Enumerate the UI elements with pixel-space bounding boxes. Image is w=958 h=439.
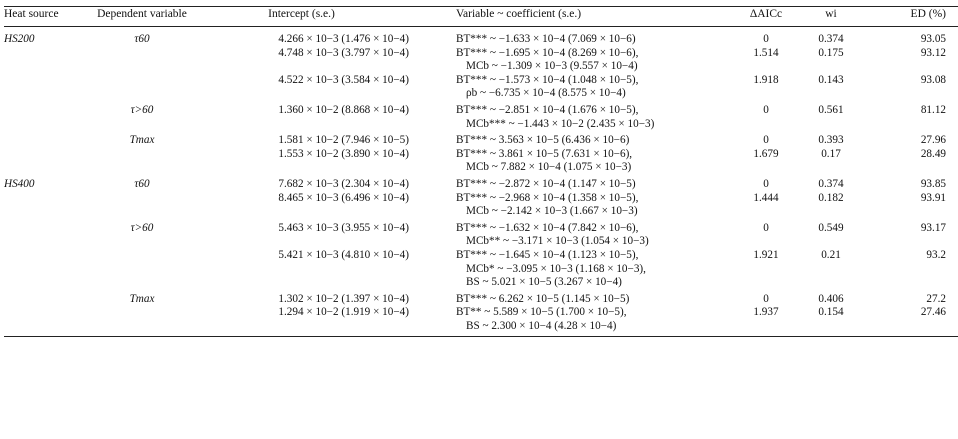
cell-heat-source xyxy=(4,148,86,175)
cell-variable-coefficient xyxy=(445,148,736,175)
cell-variable-coefficient xyxy=(445,131,736,148)
cell-wi xyxy=(796,131,866,148)
variable-term: BT*** ~ −1.632 × 10−4 (7.842 × 10−6), xyxy=(456,221,639,234)
cell-intercept xyxy=(198,219,445,249)
variable-term: MCb ~ −2.142 × 10−3 (1.667 × 10−3) xyxy=(466,205,638,218)
cell-heat-source xyxy=(4,290,86,307)
cell-wi xyxy=(796,306,866,337)
cell-wi-text: 0.393 xyxy=(818,134,844,147)
cell-wi-text: 0.154 xyxy=(818,306,844,319)
variable-term: MCb*** ~ −1.443 × 10−2 (2.435 × 10−3) xyxy=(466,117,655,130)
cell-variable-coefficient xyxy=(445,192,736,219)
header-variable-coefficient: Variable ~ coefficient (s.e.) xyxy=(456,8,582,20)
cell-ed xyxy=(866,192,958,219)
cell-heat-source xyxy=(4,131,86,148)
cell-intercept-text: 4.266 × 10−3 (1.476 × 10−4) xyxy=(278,33,409,45)
table-row xyxy=(4,74,958,101)
cell-dependent-variable xyxy=(86,219,198,249)
cell-wi xyxy=(796,290,866,307)
cell-dependent-variable xyxy=(86,148,198,175)
cell-ed xyxy=(866,249,958,290)
cell-variable-coefficient xyxy=(445,27,736,47)
cell-delta-aicc-text: 0 xyxy=(763,134,769,147)
cell-intercept-text: 1.294 × 10−2 (1.919 × 10−4) xyxy=(278,306,409,319)
cell-delta-aicc-text: 1.918 xyxy=(753,73,779,86)
header-row xyxy=(4,7,958,27)
cell-delta-aicc xyxy=(736,148,796,175)
cell-delta-aicc-text: 0 xyxy=(763,33,769,45)
cell-dependent-variable xyxy=(86,306,198,337)
table-header xyxy=(4,7,958,27)
cell-delta-aicc xyxy=(736,219,796,249)
variable-term: MCb* ~ −3.095 × 10−3 (1.168 × 10−3), xyxy=(466,262,646,275)
cell-dependent-variable-text: τ>60 xyxy=(130,221,154,234)
cell-wi xyxy=(796,148,866,175)
cell-dependent-variable xyxy=(86,47,198,74)
cell-intercept xyxy=(198,148,445,175)
cell-wi xyxy=(796,27,866,47)
cell-heat-source xyxy=(4,101,86,131)
cell-delta-aicc-text: 0 xyxy=(763,221,769,234)
table-row xyxy=(4,27,958,47)
variable-term: BS ~ 5.021 × 10−5 (3.267 × 10−4) xyxy=(466,276,622,289)
table-row xyxy=(4,249,958,290)
cell-ed-text: 93.05 xyxy=(920,33,946,45)
cell-delta-aicc-text: 1.937 xyxy=(753,306,779,319)
cell-variable-coefficient xyxy=(445,74,736,101)
cell-dependent-variable-text: τ>60 xyxy=(130,103,154,116)
cell-delta-aicc xyxy=(736,27,796,47)
cell-dependent-variable-text: τ60 xyxy=(134,33,150,45)
cell-delta-aicc-text: 1.679 xyxy=(753,147,779,160)
variable-term: BT*** ~ −2.851 × 10−4 (1.676 × 10−5), xyxy=(456,103,639,116)
cell-intercept-text: 7.682 × 10−3 (2.304 × 10−4) xyxy=(278,177,409,190)
cell-intercept xyxy=(198,192,445,219)
cell-wi-text: 0.561 xyxy=(818,103,844,116)
cell-intercept xyxy=(198,47,445,74)
cell-wi xyxy=(796,192,866,219)
variable-term: BT** ~ 5.589 × 10−5 (1.700 × 10−5), xyxy=(456,306,627,319)
cell-ed-text: 28.49 xyxy=(920,147,946,160)
cell-delta-aicc xyxy=(736,101,796,131)
results-table-container xyxy=(4,6,946,337)
cell-dependent-variable xyxy=(86,131,198,148)
header-ed: ED (%) xyxy=(910,8,946,20)
cell-delta-aicc xyxy=(736,249,796,290)
cell-intercept xyxy=(198,27,445,47)
table-row xyxy=(4,290,958,307)
cell-ed xyxy=(866,131,958,148)
cell-ed xyxy=(866,101,958,131)
cell-delta-aicc xyxy=(736,175,796,192)
variable-term: BT*** ~ 6.262 × 10−5 (1.145 × 10−5) xyxy=(456,292,630,305)
cell-intercept xyxy=(198,101,445,131)
table-row xyxy=(4,306,958,337)
variable-term: BT*** ~ 3.563 × 10−5 (6.436 × 10−6) xyxy=(456,134,630,147)
cell-intercept-text: 5.421 × 10−3 (4.810 × 10−4) xyxy=(278,248,409,261)
cell-dependent-variable xyxy=(86,290,198,307)
cell-wi xyxy=(796,74,866,101)
cell-wi xyxy=(796,101,866,131)
table-row xyxy=(4,101,958,131)
cell-variable-coefficient xyxy=(445,175,736,192)
cell-delta-aicc-text: 1.514 xyxy=(753,46,779,59)
cell-wi xyxy=(796,219,866,249)
cell-ed-text: 27.96 xyxy=(920,134,946,147)
table-body xyxy=(4,27,958,337)
cell-wi-text: 0.549 xyxy=(818,221,844,234)
model-selection-table xyxy=(4,6,958,337)
header-dependent-variable: Dependent variable xyxy=(97,8,187,20)
cell-delta-aicc xyxy=(736,74,796,101)
cell-heat-source xyxy=(4,74,86,101)
cell-ed xyxy=(866,175,958,192)
cell-ed xyxy=(866,219,958,249)
cell-heat-source xyxy=(4,219,86,249)
cell-dependent-variable-text: Tmax xyxy=(129,292,155,305)
cell-heat-source-text: HS400 xyxy=(4,177,35,190)
cell-variable-coefficient xyxy=(445,47,736,74)
cell-wi-text: 0.17 xyxy=(821,147,841,160)
cell-dependent-variable xyxy=(86,192,198,219)
cell-dependent-variable xyxy=(86,249,198,290)
cell-delta-aicc xyxy=(736,192,796,219)
table-row xyxy=(4,47,958,74)
cell-wi xyxy=(796,249,866,290)
cell-dependent-variable-text: τ60 xyxy=(134,177,150,190)
cell-intercept-text: 1.360 × 10−2 (8.868 × 10−4) xyxy=(278,103,409,116)
cell-heat-source xyxy=(4,175,86,192)
table-row xyxy=(4,175,958,192)
variable-term: BT*** ~ −1.695 × 10−4 (8.269 × 10−6), xyxy=(456,46,639,59)
cell-ed-text: 93.2 xyxy=(926,248,946,261)
cell-intercept xyxy=(198,306,445,337)
cell-intercept-text: 1.553 × 10−2 (3.890 × 10−4) xyxy=(278,147,409,160)
cell-delta-aicc-text: 1.921 xyxy=(753,248,779,261)
cell-variable-coefficient xyxy=(445,219,736,249)
cell-delta-aicc xyxy=(736,47,796,74)
cell-dependent-variable xyxy=(86,175,198,192)
cell-intercept-text: 4.522 × 10−3 (3.584 × 10−4) xyxy=(278,73,409,86)
cell-heat-source xyxy=(4,27,86,47)
table-row xyxy=(4,192,958,219)
table-row xyxy=(4,219,958,249)
cell-heat-source xyxy=(4,192,86,219)
cell-ed xyxy=(866,47,958,74)
cell-ed xyxy=(866,290,958,307)
cell-intercept xyxy=(198,131,445,148)
cell-wi-text: 0.406 xyxy=(818,292,844,305)
header-heat-source: Heat source xyxy=(4,8,59,20)
cell-intercept-text: 4.748 × 10−3 (3.797 × 10−4) xyxy=(278,46,409,59)
cell-dependent-variable xyxy=(86,74,198,101)
cell-wi-text: 0.374 xyxy=(818,177,844,190)
cell-delta-aicc-text: 0 xyxy=(763,292,769,305)
cell-intercept-text: 1.302 × 10−2 (1.397 × 10−4) xyxy=(278,292,409,305)
cell-intercept xyxy=(198,175,445,192)
cell-variable-coefficient xyxy=(445,101,736,131)
variable-term: MCb** ~ −3.171 × 10−3 (1.054 × 10−3) xyxy=(466,235,649,248)
cell-ed-text: 93.91 xyxy=(920,191,946,204)
variable-term: BT*** ~ −1.573 × 10−4 (1.048 × 10−5), xyxy=(456,73,639,86)
cell-intercept xyxy=(198,74,445,101)
cell-dependent-variable xyxy=(86,101,198,131)
cell-heat-source xyxy=(4,306,86,337)
cell-intercept xyxy=(198,249,445,290)
cell-variable-coefficient xyxy=(445,306,736,337)
cell-wi-text: 0.175 xyxy=(818,46,844,59)
cell-intercept-text: 1.581 × 10−2 (7.946 × 10−5) xyxy=(278,134,409,147)
cell-ed xyxy=(866,74,958,101)
cell-ed-text: 27.2 xyxy=(926,292,946,305)
header-intercept: Intercept (s.e.) xyxy=(268,8,335,20)
cell-heat-source-text: HS200 xyxy=(4,33,35,45)
cell-ed-text: 93.08 xyxy=(920,73,946,86)
cell-wi xyxy=(796,47,866,74)
variable-term: BT*** ~ −1.645 × 10−4 (1.123 × 10−5), xyxy=(456,248,639,261)
cell-delta-aicc-text: 1.444 xyxy=(753,191,779,204)
cell-ed xyxy=(866,148,958,175)
cell-heat-source xyxy=(4,249,86,290)
cell-delta-aicc xyxy=(736,290,796,307)
cell-delta-aicc xyxy=(736,306,796,337)
variable-term: BT*** ~ −2.968 × 10−4 (1.358 × 10−5), xyxy=(456,191,639,204)
cell-ed-text: 93.17 xyxy=(920,221,946,234)
cell-heat-source xyxy=(4,47,86,74)
variable-term: ρb ~ −6.735 × 10−4 (8.575 × 10−4) xyxy=(466,87,626,100)
cell-wi-text: 0.374 xyxy=(818,33,844,45)
header-wi: wi xyxy=(825,8,837,20)
cell-ed-text: 93.85 xyxy=(920,177,946,190)
table-row xyxy=(4,131,958,148)
cell-variable-coefficient xyxy=(445,290,736,307)
header-delta-aicc: ΔAICc xyxy=(749,8,783,20)
cell-intercept-text: 8.465 × 10−3 (6.496 × 10−4) xyxy=(278,191,409,204)
cell-dependent-variable xyxy=(86,27,198,47)
cell-intercept xyxy=(198,290,445,307)
cell-ed xyxy=(866,27,958,47)
cell-ed xyxy=(866,306,958,337)
cell-ed-text: 93.12 xyxy=(920,46,946,59)
cell-variable-coefficient xyxy=(445,249,736,290)
cell-intercept-text: 5.463 × 10−3 (3.955 × 10−4) xyxy=(278,221,409,234)
variable-term: MCb ~ −1.309 × 10−3 (9.557 × 10−4) xyxy=(466,60,638,73)
variable-term: BT*** ~ −2.872 × 10−4 (1.147 × 10−5) xyxy=(456,177,636,190)
cell-dependent-variable-text: Tmax xyxy=(129,134,155,147)
cell-wi-text: 0.143 xyxy=(818,73,844,86)
cell-wi-text: 0.21 xyxy=(821,248,841,261)
cell-ed-text: 81.12 xyxy=(920,103,946,116)
cell-delta-aicc-text: 0 xyxy=(763,177,769,190)
variable-term: MCb ~ 7.882 × 10−4 (1.075 × 10−3) xyxy=(466,161,632,174)
variable-term: BS ~ 2.300 × 10−4 (4.28 × 10−4) xyxy=(466,319,617,332)
cell-ed-text: 27.46 xyxy=(920,306,946,319)
cell-wi xyxy=(796,175,866,192)
variable-term: BT*** ~ 3.861 × 10−5 (7.631 × 10−6), xyxy=(456,147,633,160)
cell-delta-aicc xyxy=(736,131,796,148)
cell-wi-text: 0.182 xyxy=(818,191,844,204)
variable-term: BT*** ~ −1.633 × 10−4 (7.069 × 10−6) xyxy=(456,33,636,45)
table-row xyxy=(4,148,958,175)
cell-delta-aicc-text: 0 xyxy=(763,103,769,116)
